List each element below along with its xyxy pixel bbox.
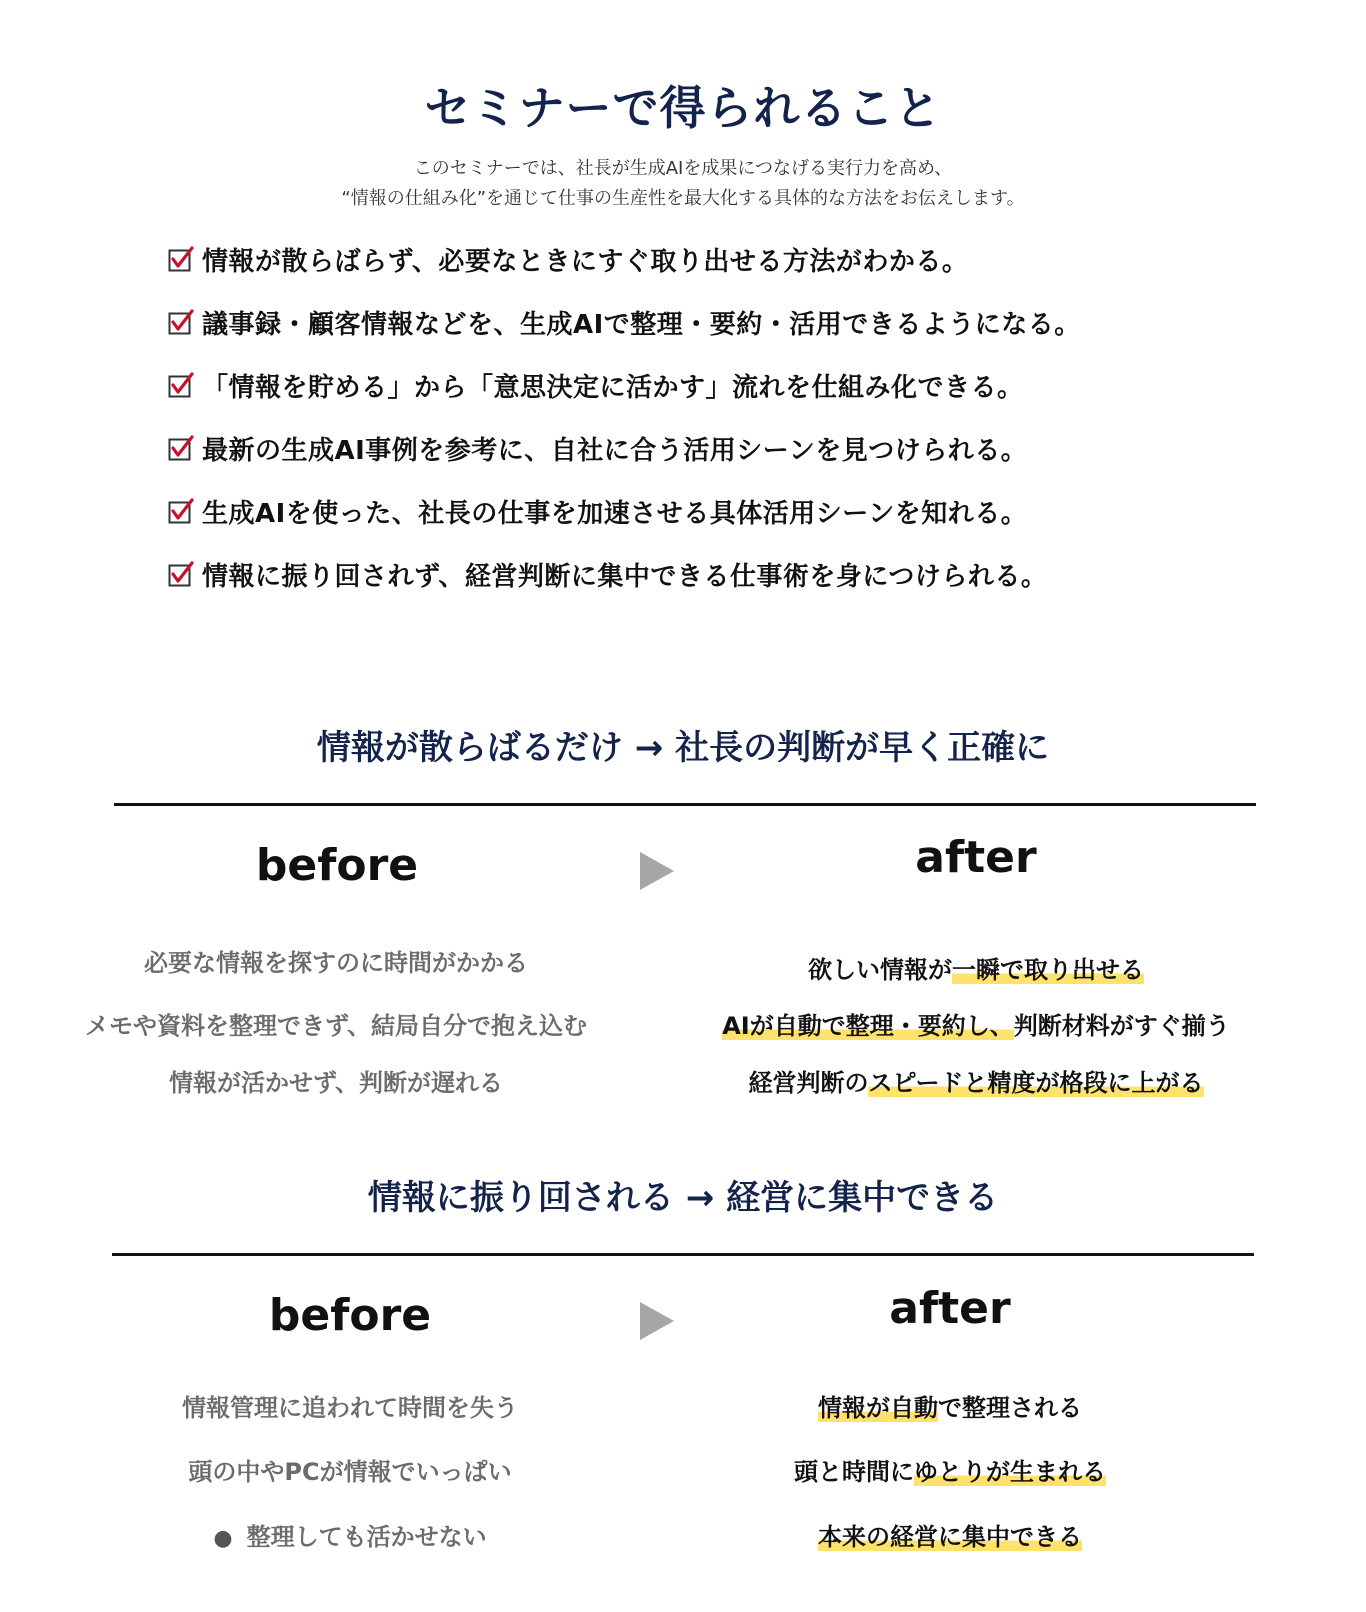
after-label: after (915, 832, 1037, 883)
benefit-item (168, 305, 1228, 339)
play-arrow-icon (640, 852, 674, 890)
benefit-item (168, 494, 1228, 528)
benefit-item (168, 557, 1228, 591)
after-item-text: 判断材料がすぐ揃う (1013, 1012, 1230, 1040)
before-item: 必要な情報を探すのに時間がかかる (144, 949, 528, 977)
before-item: 情報管理に追われて時間を失う (182, 1394, 518, 1422)
intro-line-2: “情報の仕組み化”を通じて仕事の生産性を最大化する具体的な方法をお伝えします。 (341, 188, 1025, 209)
before-item: 情報が活かせず、判断が遅れる (168, 1069, 504, 1097)
after-item (630, 1388, 1270, 1423)
after-item-text: 頭と時間に (794, 1458, 914, 1486)
before-item: メモや資料を整理できず、結局自分で抱え込む (84, 1012, 588, 1040)
after-item (630, 1452, 1270, 1487)
page-title: セミナーで得られること (424, 81, 942, 135)
after-item-highlight: 一瞬で取り出せる (952, 956, 1144, 984)
after-item-highlight: スピードと精度が格段に上がる (868, 1069, 1204, 1097)
before-label: before (255, 840, 419, 891)
section-heading: 情報が散らばるだけ → 社長の判断が早く正確に (316, 728, 1050, 768)
after-item-text: 経営判断の (748, 1069, 869, 1097)
after-item-highlight: 情報が自動 (818, 1394, 938, 1422)
after-item-highlight: ゆとりが生まれる (914, 1458, 1106, 1486)
after-item (656, 1063, 1296, 1098)
benefit-text: 議事録・顧客情報などを、生成AIで整理・要約・活用できるようになる。 (202, 309, 1081, 340)
checkbox-checked-icon (168, 561, 194, 587)
section-divider (112, 1253, 1254, 1256)
after-item (630, 1517, 1270, 1552)
benefit-text: 「情報を貯める」から「意思決定に活かす」流れを仕組み化できる。 (202, 372, 1024, 403)
after-item-text: 欲しい情報が (808, 956, 952, 984)
benefit-text: 情報が散らばらず、必要なときにすぐ取り出せる方法がわかる。 (202, 246, 969, 277)
after-item-text: で整理される (938, 1394, 1082, 1422)
before-label: before (268, 1290, 432, 1341)
intro-text (0, 154, 1366, 214)
play-arrow-icon (640, 1302, 674, 1340)
checkbox-checked-icon (168, 309, 194, 335)
after-item-highlight: 本来の経営に集中できる (818, 1523, 1082, 1551)
after-item-highlight: AIが自動で整理・要約し、 (722, 1012, 1014, 1040)
benefit-item (168, 368, 1228, 402)
checkbox-checked-icon (168, 498, 194, 524)
checkbox-checked-icon (168, 246, 194, 272)
after-label: after (889, 1283, 1011, 1334)
after-item (656, 950, 1296, 985)
section-divider (114, 803, 1256, 806)
checkbox-checked-icon (168, 372, 194, 398)
after-item (656, 1006, 1296, 1041)
before-item: 頭の中やPCが情報でいっぱい (188, 1458, 512, 1486)
checkbox-checked-icon (168, 435, 194, 461)
benefit-text: 最新の生成AI事例を参考に、自社に合う活用シーンを見つけられる。 (202, 435, 1028, 466)
intro-line-1: このセミナーでは、社長が生成AIを成果につなげる実行力を高め、 (413, 158, 953, 179)
before-item-text: 整理しても活かせない (246, 1523, 487, 1551)
benefit-item (168, 242, 1228, 276)
benefit-text: 生成AIを使った、社長の仕事を加速させる具体活用シーンを知れる。 (202, 498, 1028, 529)
benefit-item (168, 431, 1228, 465)
benefit-text: 情報に振り回されず、経営判断に集中できる仕事術を身につけられる。 (202, 561, 1048, 592)
before-item (30, 1517, 670, 1552)
section-heading: 情報に振り回される → 経営に集中できる (367, 1178, 999, 1218)
bullet-dot-icon: ● (213, 1526, 233, 1551)
